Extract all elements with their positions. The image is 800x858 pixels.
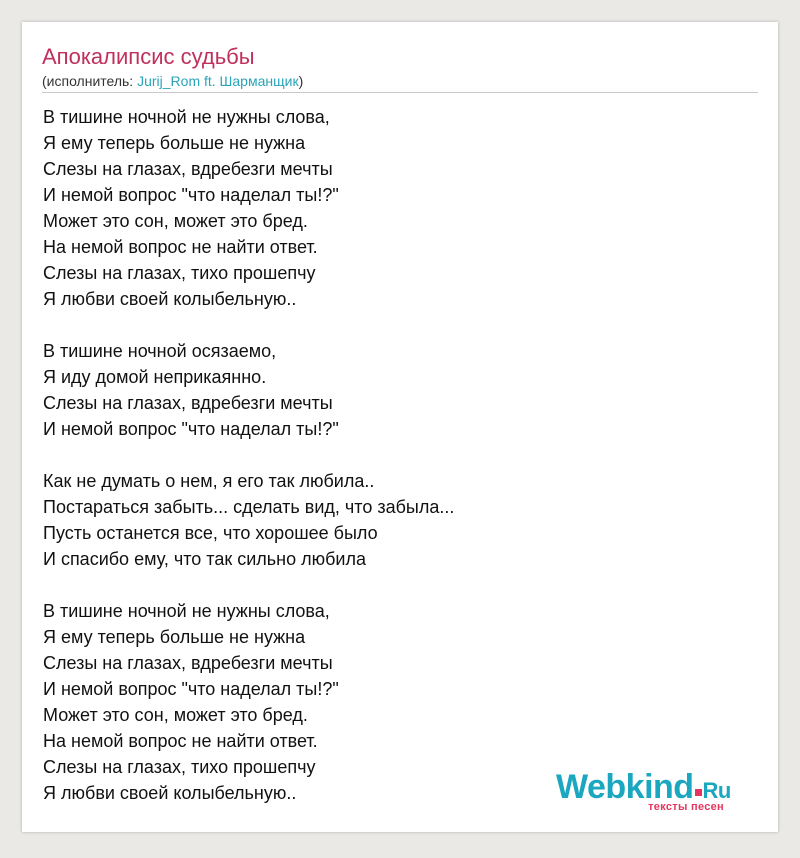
- logo-dot-icon: [695, 789, 702, 796]
- lyrics-card: [22, 22, 778, 832]
- artist-link[interactable]: Jurij_Rom ft. Шарманщик: [137, 73, 299, 89]
- lyrics-stanza: [43, 338, 454, 442]
- artist-prefix: (исполнитель:: [42, 73, 138, 89]
- lyrics-line: Слезы на глазах, вдребезги мечты: [43, 393, 333, 413]
- lyrics-line: Как не думать о нем, я его так любила..: [43, 471, 375, 491]
- artist-suffix: ): [298, 73, 304, 89]
- lyrics-line: Я иду домой неприкаянно.: [43, 367, 267, 387]
- lyrics-line: Слезы на глазах, вдребезги мечты: [43, 653, 333, 673]
- lyrics-line: Слезы на глазах, вдребезги мечты: [43, 159, 333, 179]
- lyrics-line: Слезы на глазах, тихо прошепчу: [43, 757, 316, 777]
- lyrics-body: [43, 104, 454, 832]
- lyrics-line: Я любви своей колыбельную..: [43, 783, 297, 803]
- lyrics-stanza: [43, 598, 454, 806]
- lyrics-line: Я ему теперь больше не нужна: [43, 133, 306, 153]
- lyrics-line: На немой вопрос не найти ответ.: [43, 731, 318, 751]
- lyrics-line: И немой вопрос "что наделал ты!?": [43, 679, 339, 699]
- logo-name: Webkind: [556, 768, 694, 806]
- lyrics-line: Слезы на глазах, тихо прошепчу: [43, 263, 316, 283]
- lyrics-line: И немой вопрос "что наделал ты!?": [43, 185, 339, 205]
- lyrics-line: Пусть останется все, что хорошее было: [43, 523, 378, 543]
- lyrics-line: И спасибо ему, что так сильно любила: [43, 549, 366, 569]
- title-divider: [42, 92, 758, 93]
- lyrics-line: Я любви своей колыбельную..: [43, 289, 297, 309]
- lyrics-line: Может это сон, может это бред.: [43, 705, 308, 725]
- lyrics-line: В тишине ночной осязаемо,: [43, 341, 277, 361]
- lyrics-line: Постараться забыть... сделать вид, что забыла...: [43, 497, 455, 517]
- lyrics-line: Может это сон, может это бред.: [43, 211, 308, 231]
- lyrics-line: Я ему теперь больше не нужна: [43, 627, 306, 647]
- artist-line: [42, 73, 303, 89]
- logo-tld: Ru: [702, 778, 731, 803]
- song-title: Апокалипсис судьбы: [42, 44, 255, 69]
- lyrics-line: На немой вопрос не найти ответ.: [43, 237, 318, 257]
- webkind-logo: [556, 770, 752, 814]
- lyrics-line: В тишине ночной не нужны слова,: [43, 601, 330, 621]
- lyrics-line: И немой вопрос "что наделал ты!?": [43, 419, 339, 439]
- logo-tagline: тексты песен: [648, 801, 724, 813]
- lyrics-line: В тишине ночной не нужны слова,: [43, 107, 330, 127]
- lyrics-stanza: [43, 468, 454, 572]
- lyrics-stanza: [43, 104, 454, 312]
